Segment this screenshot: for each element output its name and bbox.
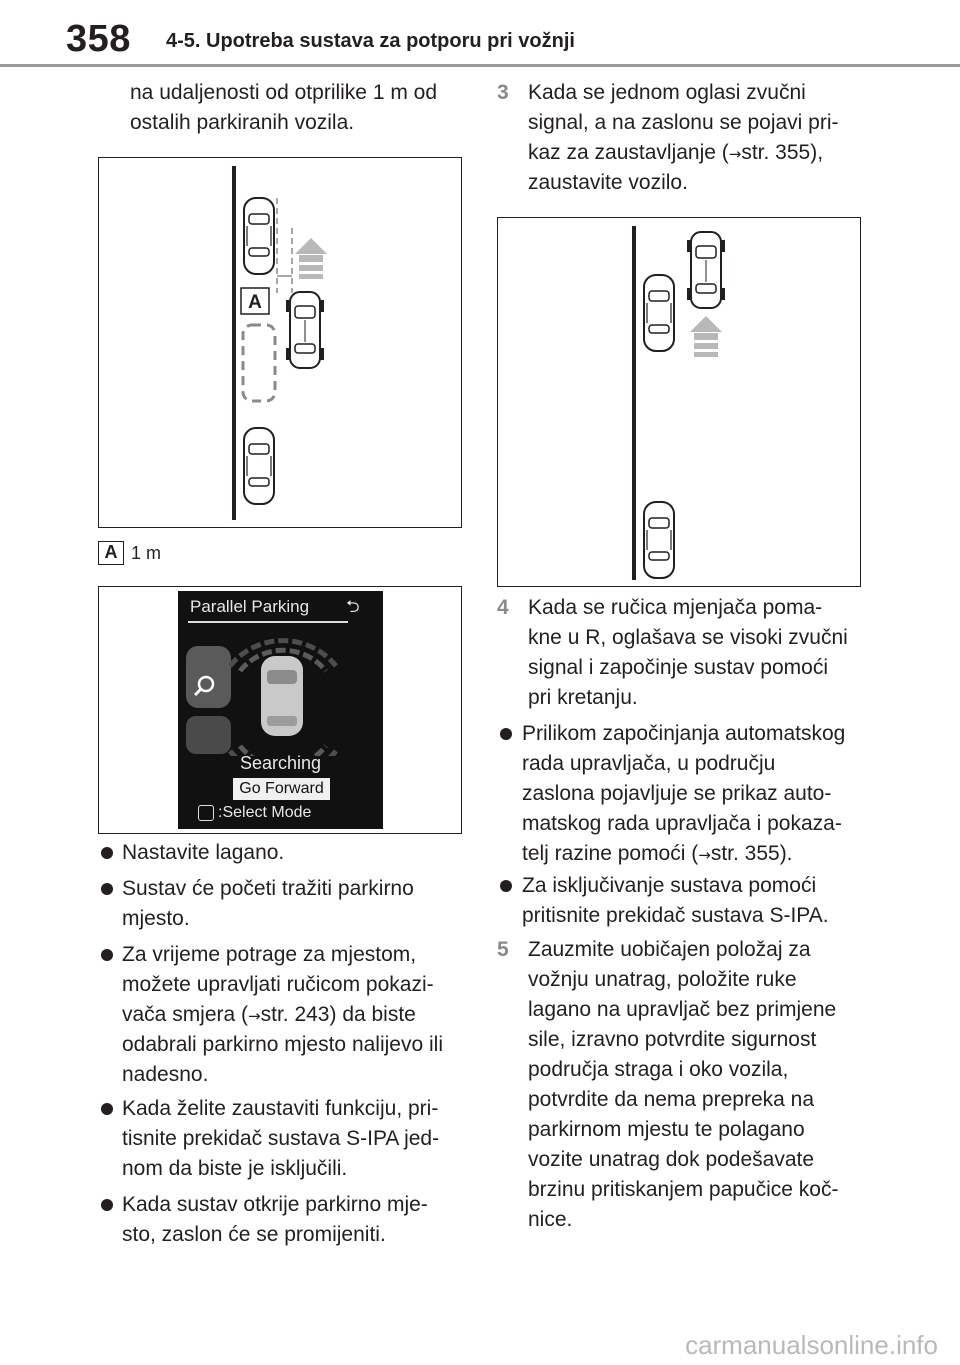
bullet-dot [500, 880, 512, 892]
parking-view-graphic [178, 626, 383, 756]
bullet-dot [101, 883, 113, 895]
parked-car-rear-icon [244, 428, 274, 504]
bullet-4-line-3: nom da biste je isključili. [122, 1157, 348, 1180]
rbullet-2-line-2: pritisnite prekidač sustava S-IPA. [522, 904, 829, 927]
parked-car-front-icon [644, 275, 674, 351]
bullet-dot [101, 847, 113, 859]
back-icon: ⮌ [346, 597, 360, 617]
rbullet-1-line-2: rada upravljača, u području [522, 752, 776, 775]
step-4-line-1: Kada se ručica mjenjača poma- [528, 596, 823, 619]
step-4-line-3: signal i započinje sustav pomoći [528, 656, 828, 679]
page-ref-arrow-icon: → [698, 846, 711, 864]
watermark: carmanualsonline.info [685, 1330, 938, 1360]
status-text: Searching [239, 753, 322, 773]
step-5-line-2: vožnju unatrag, položite ruke [528, 968, 797, 991]
step-5-line-3: lagano na upravljač bez primjene [528, 998, 837, 1021]
step-3-line-3: kaz za zaustavljanje (→str. 355), [528, 141, 824, 164]
bullet-2-line-1: Sustav će početi tražiti parkirno [122, 877, 414, 900]
go-forward-label: Go Forward [239, 780, 324, 797]
rbullet-1-line-5: telj razine pomoći (→str. 355). [522, 842, 793, 865]
screen-title: Parallel Parking [190, 597, 310, 616]
step-5-line-9: brzinu pritiskanjem papučice koč- [528, 1178, 839, 1201]
bullet-3-line-2: možete upravljati ručicom pokazi- [122, 973, 434, 996]
distance-label: A [248, 292, 262, 313]
bullet-4-line-2: tisnite prekidač sustava S-IPA jed- [122, 1127, 440, 1150]
step-5-line-1: Zauzmite uobičajen položaj za [528, 938, 811, 961]
section-title: 4-5. Upotreba sustava za potporu pri vožnji [166, 30, 575, 52]
ego-vehicle-icon [687, 232, 725, 308]
bullet-4-line-1: Kada želite zaustaviti funkciju, pri- [122, 1097, 439, 1120]
step-3-line-4: zaustavite vozilo. [528, 171, 688, 194]
page-ref-arrow-icon: → [728, 145, 742, 163]
figure-screen [98, 586, 462, 834]
page-ref-arrow-icon: → [248, 1007, 261, 1025]
step-5-line-10: nice. [528, 1208, 573, 1231]
intro-line-1: na udaljenosti od otprilike 1 m od [130, 81, 438, 104]
bullet-2-line-2: mjesto. [122, 907, 190, 930]
stop-diagram [498, 218, 859, 585]
caption-label: A [98, 541, 124, 565]
bullet-3-line-5: nadesno. [122, 1063, 209, 1086]
step-5-line-5: područja straga i oko vozila, [528, 1058, 789, 1081]
step-4-line-2: kne u R, oglašava se visoki zvučni [528, 626, 848, 649]
title-underline [188, 621, 348, 623]
parked-car-front-icon [244, 198, 274, 274]
forward-arrow-icon [295, 238, 327, 279]
parking-space-outline [243, 325, 275, 401]
bullet-dot [101, 1103, 113, 1115]
step-4-number: 4 [497, 596, 509, 619]
select-mode-text: :Select Mode [218, 804, 312, 821]
bullet-dot [500, 728, 512, 740]
intro-line-2: ostalih parkiranih vozila. [130, 111, 355, 134]
bullet-3-line-4: odabrali parkirno mjesto nalijevo ili [122, 1033, 443, 1056]
caption-text: 1 m [131, 543, 162, 563]
bullet-5-line-1: Kada sustav otkrije parkirno mje- [122, 1193, 428, 1216]
bullet-3-line-3: vača smjera (→str. 243) da biste [122, 1003, 416, 1026]
bullet-3-line-1: Za vrijeme potrage za mjestom, [122, 943, 417, 966]
page-number: 358 [66, 18, 131, 60]
bullet-1-line-1: Nastavite lagano. [122, 841, 285, 864]
step-5-line-7: parkirnom mjestu te polagano [528, 1118, 805, 1141]
bullet-5-line-2: sto, zaslon će se promijeniti. [122, 1223, 386, 1246]
parking-diagram [99, 158, 460, 526]
go-forward-box [233, 778, 330, 800]
rbullet-1-line-3: zaslona pojavljuje se prikaz auto- [522, 782, 832, 805]
rbullet-1-line-4: matskog rada upravljača i pokaza- [522, 812, 842, 835]
ego-vehicle-icon [286, 292, 324, 368]
select-mode-icon [198, 805, 214, 821]
bullet-dot [101, 1199, 113, 1211]
step-5-line-8: vozite unatrag dok podešavate [528, 1148, 815, 1171]
bullet-dot [101, 949, 113, 961]
rbullet-2-line-1: Za isključivanje sustava pomoći [522, 874, 817, 897]
step-5-line-4: sile, izravno potvrdite sigurnost [528, 1028, 817, 1051]
forward-arrow-icon [690, 316, 722, 357]
rbullet-1-line-1: Prilikom započinjanja automatskog [522, 722, 846, 745]
step-4-line-4: pri kretanju. [528, 686, 638, 709]
step-3-line-1: Kada se jednom oglasi zvučni [528, 81, 806, 104]
header-rule [0, 64, 960, 67]
step-3-line-2: signal, a na zaslonu se pojavi pri- [528, 111, 839, 134]
figure-parking-distance [98, 157, 462, 528]
multi-info-display [178, 591, 383, 829]
step-5-line-6: potvrdite da nema prepreka na [528, 1088, 815, 1111]
step-3-number: 3 [497, 81, 509, 104]
figure-stop-position [497, 217, 861, 587]
parked-car-rear-icon [644, 502, 674, 578]
step-5-number: 5 [497, 938, 509, 961]
